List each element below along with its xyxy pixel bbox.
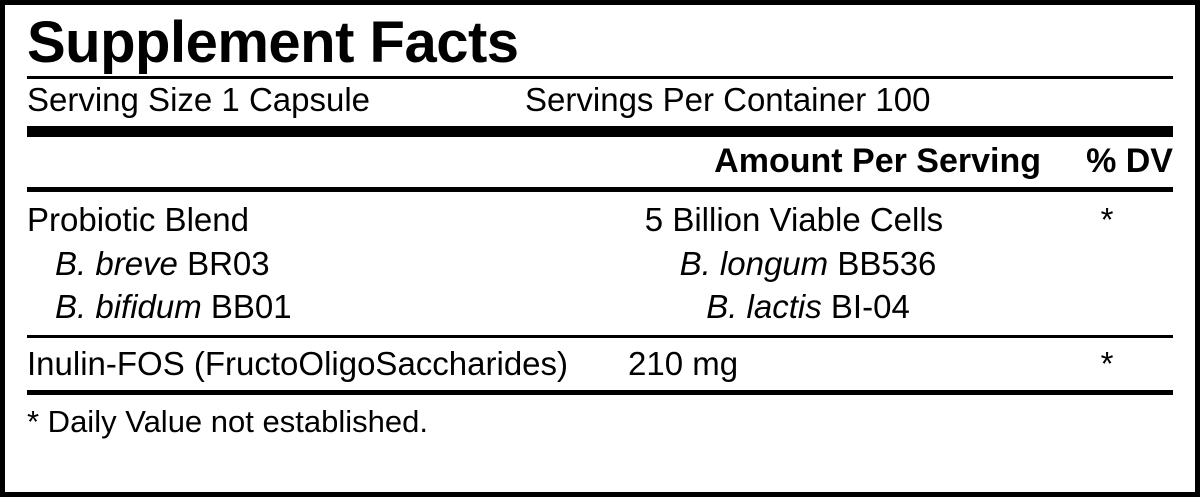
strain-code: BB536 [837,244,937,282]
percent-dv-header: % DV [1086,142,1173,181]
ingredient-dv: * [1100,344,1114,382]
strain-genus: B. lactis [706,288,822,326]
ingredient-name: Inulin-FOS (FructoOligoSaccharides) [27,344,569,382]
table-row [27,338,1173,390]
strain-right [575,242,1041,286]
ingredient-amount: 5 Billion Viable Cells [644,201,944,239]
ingredient-name: Probiotic Blend [27,201,249,239]
column-header-row [27,137,1173,187]
ingredient-amount: 210 mg [628,344,739,382]
table-row [27,198,1173,242]
amount-per-serving-header: Amount Per Serving [714,142,1041,181]
strain-left [27,242,575,286]
footnote-text: * Daily Value not established. [27,403,428,439]
table-row [27,242,1173,286]
probiotic-blend-block [27,192,1173,335]
strain-code: BR03 [187,244,270,282]
strain-right [575,285,1041,329]
strain-genus: B. longum [679,244,829,282]
page-title: Supplement Facts [27,10,519,75]
strain-genus: B. bifidum [55,288,202,326]
table-row [27,285,1173,329]
serving-info-row [27,79,1173,124]
strain-code: BB01 [210,288,292,326]
ingredient-dv: * [1100,201,1114,239]
divider-thick-header [27,126,1173,137]
strain-genus: B. breve [55,244,178,282]
strain-left [27,285,575,329]
strain-code: BI-04 [830,288,910,326]
serving-size-text: Serving Size 1 Capsule [27,80,371,118]
servings-per-container-text: Servings Per Container 100 [525,80,931,118]
